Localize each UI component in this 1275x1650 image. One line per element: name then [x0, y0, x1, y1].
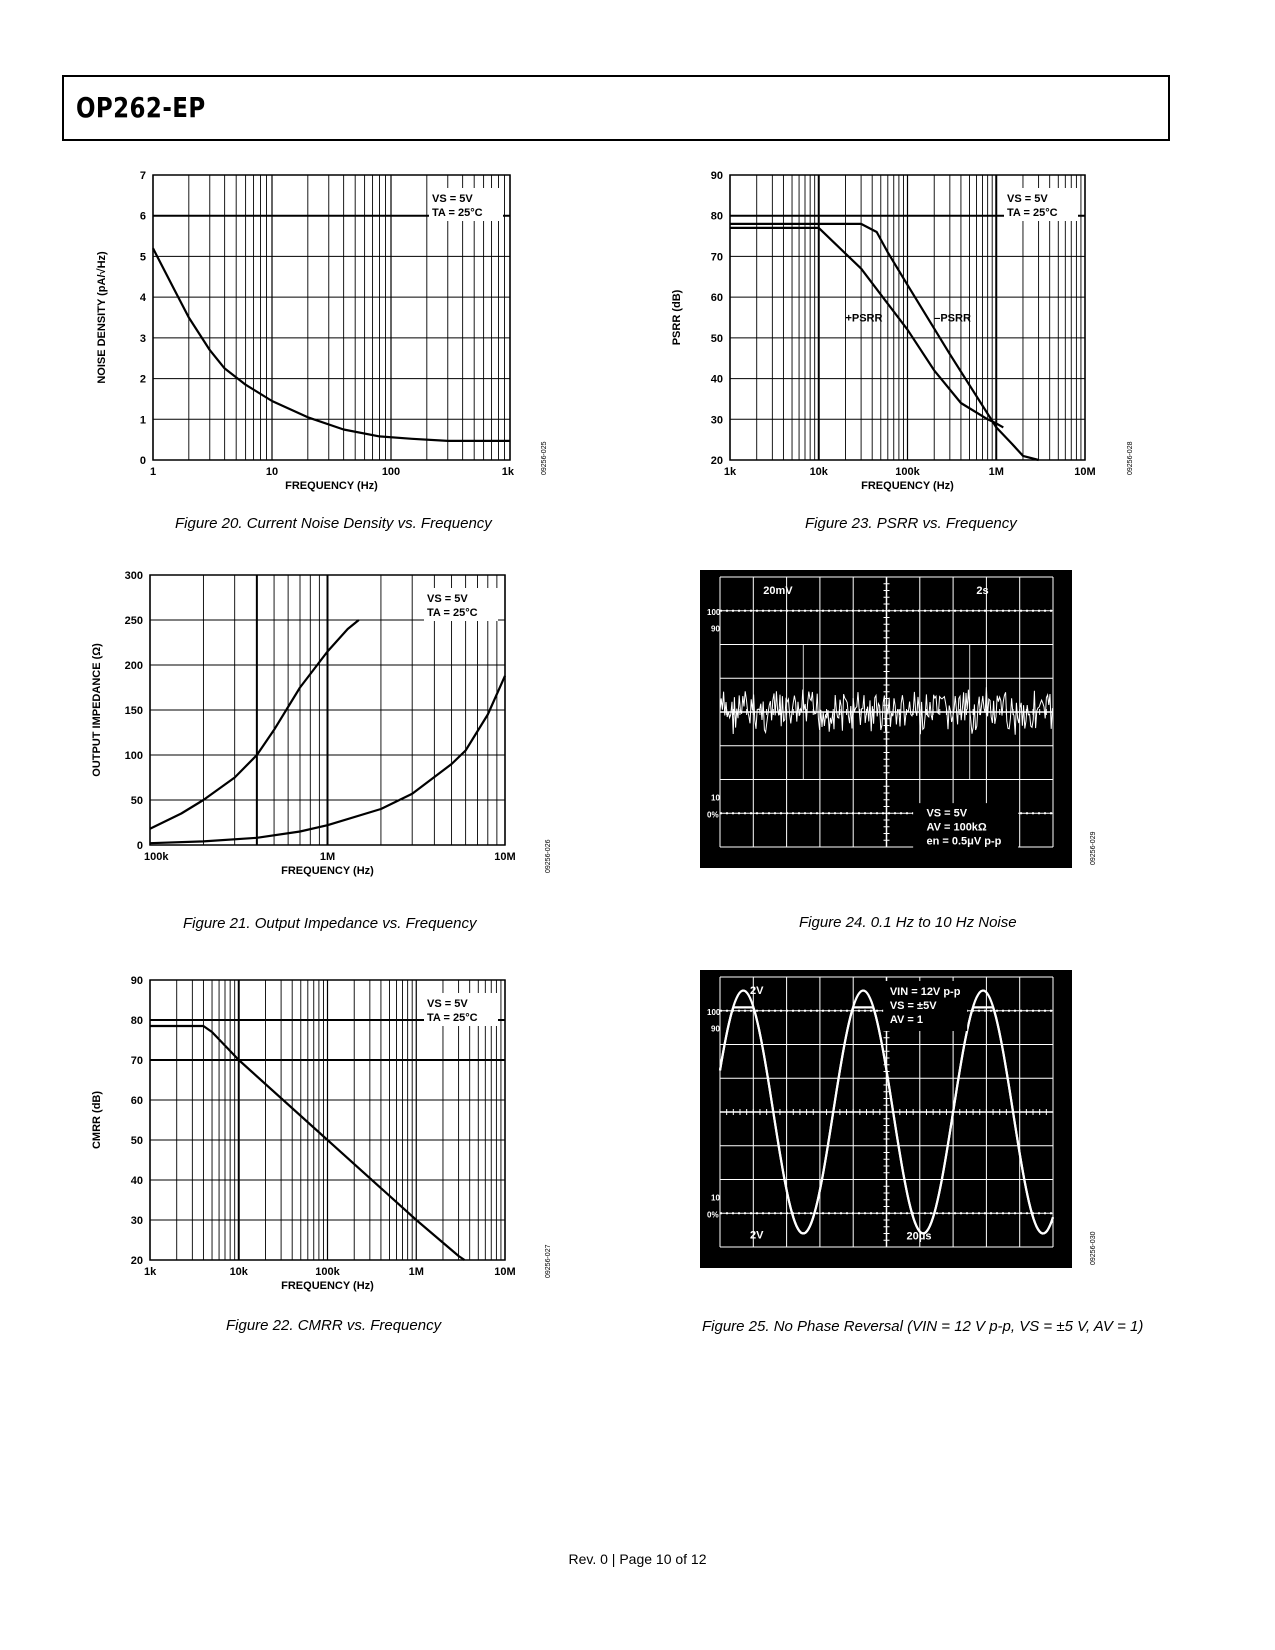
y-tick-label: 40	[710, 373, 723, 386]
x-tick-label: 1M	[988, 466, 1004, 478]
condition-label-ta: TA = 25°C	[427, 607, 478, 619]
psrr-chart	[660, 160, 1140, 510]
volts-per-div-label: 20mV	[763, 585, 793, 597]
condition-label: AV = 1	[889, 1014, 923, 1026]
y-tick-label: 70	[710, 251, 723, 264]
condition-label-vs: VS = 5V	[427, 593, 468, 605]
level-label: 10	[711, 793, 720, 803]
plot-area	[96, 170, 515, 492]
x-tick-label: 1M	[319, 851, 336, 863]
condition-label-ta: TA = 25°C	[432, 207, 483, 219]
condition-label: VS = 5V	[926, 807, 968, 820]
y-tick-label: 50	[130, 1135, 143, 1147]
level-label: 0%	[707, 810, 719, 820]
x-tick-label: 100	[381, 466, 401, 478]
condition-label-vs: VS = 5V	[427, 998, 468, 1010]
figure-code: 09256-027	[545, 1244, 552, 1278]
series-line	[150, 1026, 465, 1260]
condition-label-ta: TA = 25°C	[1007, 207, 1058, 219]
series-label: +PSRR	[845, 312, 883, 325]
y-axis-label: OUTPUT IMPEDANCE (Ω)	[91, 643, 103, 777]
level-label: 90	[711, 1024, 720, 1034]
x-tick-label: 100k	[895, 466, 920, 478]
y-tick-label: 30	[130, 1215, 143, 1227]
y-tick-label: 20	[130, 1255, 143, 1267]
y-tick-label: 150	[124, 705, 143, 717]
y-tick-label: 90	[710, 170, 723, 182]
plot-area	[91, 570, 516, 877]
y-tick-label: 80	[130, 1015, 143, 1027]
level-label: 10	[711, 1193, 720, 1203]
figure-22-caption: Figure 22. CMRR vs. Frequency	[226, 1317, 442, 1334]
x-tick-label: 100k	[315, 1266, 340, 1278]
x-tick-label: 1k	[501, 466, 514, 478]
y-tick-label: 250	[124, 615, 143, 627]
y-tick-label: 80	[710, 210, 723, 223]
y-tick-label: 30	[710, 414, 723, 427]
page-header	[62, 75, 1170, 141]
output-impedance-chart	[80, 560, 560, 910]
y-tick-label: 4	[139, 292, 146, 305]
x-axis-label: FREQUENCY (Hz)	[281, 865, 374, 877]
figure-23-caption: Figure 23. PSRR vs. Frequency	[805, 515, 1017, 532]
page-footer: Rev. 0 | Page 10 of 12	[568, 1551, 707, 1567]
level-label: 100	[707, 1007, 721, 1017]
figure-code: 09256-025	[541, 441, 548, 475]
y-tick-label: 50	[130, 795, 143, 807]
x-tick-label: 1k	[144, 1266, 157, 1278]
y-tick-label: 90	[130, 975, 143, 987]
x-tick-label: 1k	[723, 466, 737, 478]
y-axis-label: NOISE DENSITY (pA/√Hz)	[96, 251, 108, 384]
condition-label: VS = ±5V	[889, 1000, 937, 1012]
figure-code: 09256-029	[1090, 831, 1097, 865]
y-axis-label: PSRR (dB)	[671, 289, 683, 346]
volts-per-div-label: 2V	[749, 1229, 764, 1242]
figure-code: 09256-030	[1090, 1231, 1097, 1265]
y-tick-label: 0	[139, 455, 146, 467]
condition-label-vs: VS = 5V	[432, 193, 473, 205]
figure-25-caption: Figure 25. No Phase Reversal (VIN = 12 V p-p, VS = ±5 V, AV = 1)	[702, 1318, 1144, 1335]
volts-per-div-label: 2V	[749, 985, 764, 997]
figure-code: 09256-028	[1127, 441, 1134, 475]
y-tick-label: 1	[139, 414, 146, 427]
phase-reversal-scope-chart	[700, 960, 1120, 1280]
figure-code: 09256-026	[545, 839, 552, 873]
x-axis-label: FREQUENCY (Hz)	[281, 1280, 374, 1292]
condition-label: en = 0.5μV p-p	[926, 835, 1002, 848]
y-tick-label: 20	[710, 455, 723, 467]
x-tick-label: 10M	[494, 851, 516, 863]
x-tick-label: 1	[149, 466, 157, 478]
time-per-div-label: 20μs	[906, 1230, 932, 1243]
x-axis-label: FREQUENCY (Hz)	[861, 480, 954, 492]
y-axis-label: CMRR (dB)	[91, 1090, 103, 1150]
condition-label: AV = 100kΩ	[926, 821, 987, 834]
x-tick-label: 10	[265, 466, 279, 478]
series-label: –PSRR	[934, 312, 971, 325]
x-tick-label: 1M	[408, 1266, 424, 1278]
condition-label: VIN = 12V p-p	[889, 986, 961, 998]
plot-area	[91, 975, 516, 1292]
y-tick-label: 50	[710, 332, 723, 345]
y-tick-label: 300	[124, 570, 143, 582]
condition-label-vs: VS = 5V	[1007, 193, 1048, 205]
y-tick-label: 60	[710, 292, 723, 305]
plot-area	[671, 170, 1096, 492]
time-per-div-label: 2s	[976, 585, 989, 597]
y-tick-label: 200	[124, 660, 143, 672]
series-line	[730, 228, 1003, 428]
y-tick-label: 2	[139, 373, 146, 386]
y-tick-label: 60	[130, 1095, 143, 1107]
y-tick-label: 70	[130, 1055, 143, 1067]
y-tick-label: 40	[130, 1175, 143, 1187]
y-tick-label: 6	[139, 210, 146, 223]
figure-20-caption: Figure 20. Current Noise Density vs. Frequency	[175, 515, 492, 532]
x-tick-label: 10k	[229, 1266, 248, 1278]
level-label: 90	[711, 624, 720, 634]
noise-density-chart	[80, 160, 560, 510]
figure-21-caption: Figure 21. Output Impedance vs. Frequency	[183, 915, 477, 932]
x-tick-label: 100k	[144, 851, 169, 863]
y-tick-label: 0	[136, 840, 143, 852]
document-title: OP262-EP	[76, 91, 206, 124]
level-label: 0%	[707, 1210, 719, 1220]
series-line	[153, 248, 510, 441]
x-tick-label: 10M	[1074, 466, 1096, 478]
x-tick-label: 10M	[494, 1266, 516, 1278]
y-tick-label: 7	[139, 170, 146, 182]
x-tick-label: 10k	[809, 466, 828, 478]
y-tick-label: 3	[139, 332, 146, 345]
level-label: 100	[707, 607, 721, 617]
y-tick-label: 100	[124, 750, 143, 762]
figure-24-caption: Figure 24. 0.1 Hz to 10 Hz Noise	[799, 914, 1017, 931]
y-tick-label: 5	[139, 251, 146, 264]
condition-label-ta: TA = 25°C	[427, 1012, 478, 1024]
cmrr-chart	[80, 960, 560, 1320]
noise-scope-chart	[700, 560, 1120, 880]
x-axis-label: FREQUENCY (Hz)	[285, 480, 378, 492]
